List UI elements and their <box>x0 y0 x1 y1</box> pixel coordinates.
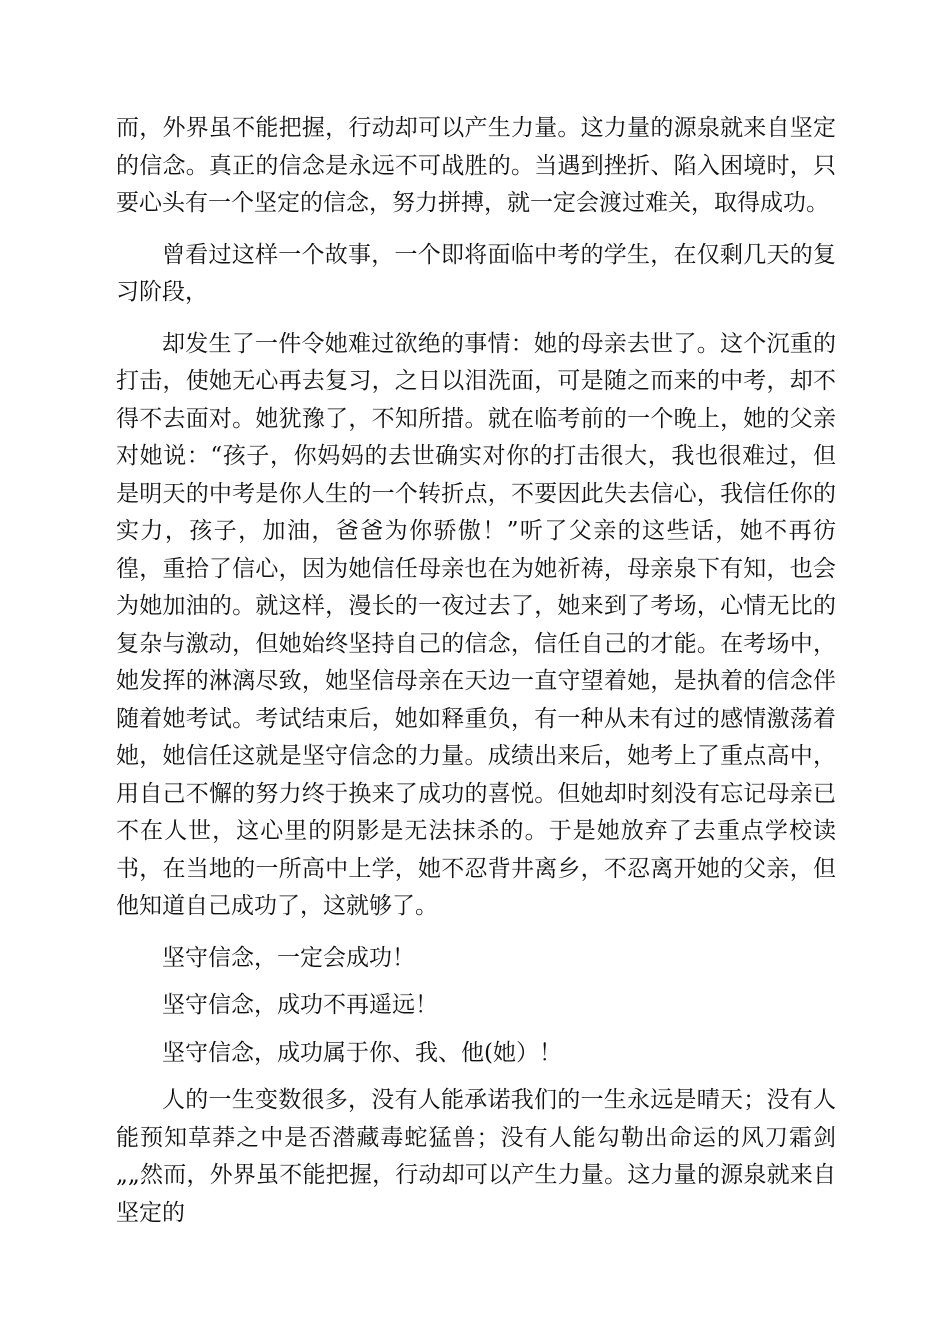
slogan-1: 坚守信念，一定会成功！ <box>162 944 415 971</box>
paragraph-1: 而，外界虽不能把握，行动却可以产生力量。这力量的源泉就来自坚定的信念。真正的信念是永远不可战胜的。当遇到挫折、陷入困境时，只要心头有一个坚定的信念，努力拼搏，就一定会渡过难关，取得成功。 <box>116 115 836 216</box>
document-body <box>116 110 836 1246</box>
paragraph-2: 曾看过这样一个故事，一个即将面临中考的学生，在仅剩几天的复习阶段， <box>116 241 836 305</box>
slogan-2: 坚守信念，成功不再遥远！ <box>162 992 438 1018</box>
paragraph-3: 却发生了一件令她难过欲绝的事情：她的母亲去世了。这个沉重的打击，使她无心再去复习，之日以泪洗面，可是随之而来的中考，却不得不去面对。她犹豫了，不知所措。就在临考前的一个晚上，她的父亲对她说：“孩子，你妈妈的去世确实对你的打击很大，我也很难过，但是明天的中考是你人生的一个转折点，不要因此失去信心，我信任你的实力，孩子，加油，爸爸为你骄傲！”听了父亲的这些话，她不再彷徨，重拾了信心，因为她信任母亲也在为她祈祷，母亲泉下有知，也会为她加油的。就这样，漫长的一夜过去了，她来到了考场，心情无比的复杂与激动，但她始终坚持自己的信念，信任自己的才能。在考场中，她发挥的淋漓尽致，她坚信母亲在天边一直守望着她，是执着的信念伴随着她考试。考试结束后，她如释重负，有一种从未有过的感情激荡着她，她信任这就是坚守信念的力量。成绩出来后，她考上了重点高中，用自己不懈的努力终于换来了成功的喜悦。但她却时刻没有忘记母亲已不在人世，这心里的阴影是无法抹杀的。于是她放弃了去重点学校读书，在当地的一所高中上学，她不忍背井离乡，不忍离开她的父亲，但他知道自己成功了，这就够了。 <box>116 330 836 919</box>
slogan-3: 坚守信念，成功属于你、我、他(她）！ <box>162 1039 562 1066</box>
paragraph-4: 人的一生变数很多，没有人能承诺我们的一生永远是晴天；没有人能预知草莽之中是否潜藏毒蛇猛兽；没有人能勾勒出命运的风刀霜剑„„然而，外界虽不能把握，行动却可以产生力量。这力量的源泉就来自坚定的 <box>116 1087 836 1226</box>
